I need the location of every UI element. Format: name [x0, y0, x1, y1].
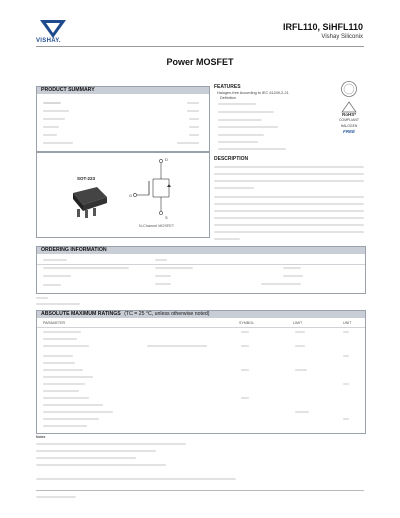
package-schematic-box	[36, 152, 210, 238]
note-line	[36, 443, 186, 445]
summary-value	[187, 110, 199, 112]
ratings-heading-bar	[37, 311, 365, 318]
source-label: S	[165, 215, 168, 220]
ratings-value	[343, 418, 349, 420]
col-symbol-header: SYMBOL	[239, 321, 254, 325]
ratings-row	[43, 345, 89, 347]
ratings-header-divider	[37, 327, 365, 328]
summary-row	[43, 134, 57, 136]
rohs-compliant-label: COMPLIANT	[339, 118, 359, 122]
ratings-heading: ABSOLUTE MAXIMUM RATINGS	[41, 311, 121, 317]
gate-label: G	[129, 193, 133, 198]
ordering-cell	[283, 275, 303, 277]
summary-value	[189, 118, 199, 120]
ratings-value	[241, 331, 249, 333]
ordering-cell	[43, 284, 61, 286]
ratings-row	[43, 418, 99, 420]
part-number: IRFL110, SiHFL110	[282, 22, 363, 32]
summary-value	[187, 102, 199, 104]
description-line	[214, 217, 364, 219]
rohs-label: RoHS*	[341, 112, 356, 117]
note-line	[36, 457, 136, 459]
ratings-row	[147, 345, 207, 347]
ratings-value	[295, 411, 309, 413]
description-line	[214, 180, 364, 182]
package-label: SOT-223	[77, 176, 96, 181]
feature-item	[218, 103, 256, 105]
ordering-note	[36, 297, 48, 299]
description-line	[214, 231, 364, 233]
note-line	[36, 450, 156, 452]
ordering-cell	[155, 283, 171, 285]
ul-recognition-icon	[340, 80, 358, 98]
ordering-cell	[43, 259, 67, 261]
logo-text: VISHAY.	[36, 38, 61, 44]
vishay-logo	[38, 18, 68, 40]
ratings-row	[43, 390, 79, 392]
ordering-cell	[283, 267, 301, 269]
summary-row	[43, 118, 65, 120]
halogen-label: HALOGEN	[340, 124, 358, 128]
mosfet-schematic	[129, 157, 189, 219]
summary-row	[43, 142, 73, 144]
ratings-value	[343, 355, 349, 357]
summary-value	[189, 126, 199, 128]
ratings-value	[241, 397, 249, 399]
feature-item	[218, 126, 278, 128]
features-heading: FEATURES	[214, 84, 241, 90]
feature-item	[218, 111, 274, 113]
ordering-heading: ORDERING INFORMATION	[37, 247, 365, 254]
absolute-maximum-ratings-table	[36, 310, 366, 434]
ratings-row	[43, 383, 85, 385]
ratings-value	[343, 331, 349, 333]
ordering-cell	[155, 267, 193, 269]
ratings-row	[43, 362, 75, 364]
summary-row	[43, 102, 61, 104]
footer-line	[36, 496, 76, 498]
ordering-note	[36, 303, 80, 305]
feature-item	[218, 119, 262, 121]
product-summary-table	[36, 86, 210, 152]
ratings-row	[43, 355, 73, 357]
description-line	[214, 173, 364, 175]
ordering-row-divider	[37, 264, 365, 265]
ratings-row	[43, 369, 83, 371]
ratings-row	[43, 411, 113, 413]
col-unit-header: UNIT	[343, 321, 352, 325]
summary-value	[177, 142, 199, 144]
footer-divider	[36, 490, 364, 491]
description-heading: DESCRIPTION	[214, 156, 249, 162]
ordering-cell	[155, 259, 167, 261]
product-summary-heading: PRODUCT SUMMARY	[37, 87, 209, 94]
ratings-value	[295, 345, 305, 347]
ratings-condition: (TC = 25 °C, unless otherwise noted)	[124, 311, 210, 317]
description-line	[214, 224, 364, 226]
description-line	[214, 166, 364, 168]
description-line	[214, 203, 364, 205]
notes-heading: Notes	[36, 435, 46, 439]
ratings-value	[295, 369, 307, 371]
feature-item: Halogen-free According to IEC 61249-2-21	[217, 91, 289, 95]
drain-label: D	[165, 157, 168, 162]
summary-value	[189, 134, 199, 136]
feature-item	[218, 134, 264, 136]
ordering-cell	[43, 267, 129, 269]
summary-row	[43, 110, 69, 112]
ratings-row	[43, 425, 87, 427]
col-parameter-header: PARAMETER	[43, 321, 66, 325]
ratings-row	[43, 331, 81, 333]
note-line	[36, 478, 236, 480]
feature-item-continued: Definition	[220, 96, 236, 100]
header-divider	[36, 46, 364, 47]
note-line	[36, 464, 166, 466]
free-label: FREE	[342, 129, 355, 134]
ratings-value	[295, 331, 305, 333]
ratings-value	[343, 383, 349, 385]
document-title: Power MOSFET	[166, 57, 234, 67]
ratings-value	[241, 345, 249, 347]
description-line	[214, 210, 364, 212]
description-line	[214, 238, 240, 240]
ordering-cell	[155, 275, 171, 277]
schematic-caption: N-Channel MOSFET	[139, 224, 175, 228]
company-name: Vishay Siliconix	[321, 34, 363, 40]
summary-row	[43, 126, 59, 128]
ordering-cell	[43, 275, 71, 277]
ratings-row	[43, 404, 103, 406]
ratings-row	[43, 397, 89, 399]
ratings-row	[43, 376, 93, 378]
col-limit-header: LIMIT	[293, 321, 303, 325]
sot-223-package-drawing	[67, 183, 111, 223]
description-line	[214, 187, 254, 189]
ordering-information-table	[36, 246, 366, 294]
ratings-value	[241, 369, 249, 371]
description-line	[214, 196, 364, 198]
feature-item	[218, 148, 286, 150]
ordering-cell	[261, 283, 301, 285]
feature-item	[218, 141, 258, 143]
ratings-row	[43, 338, 77, 340]
